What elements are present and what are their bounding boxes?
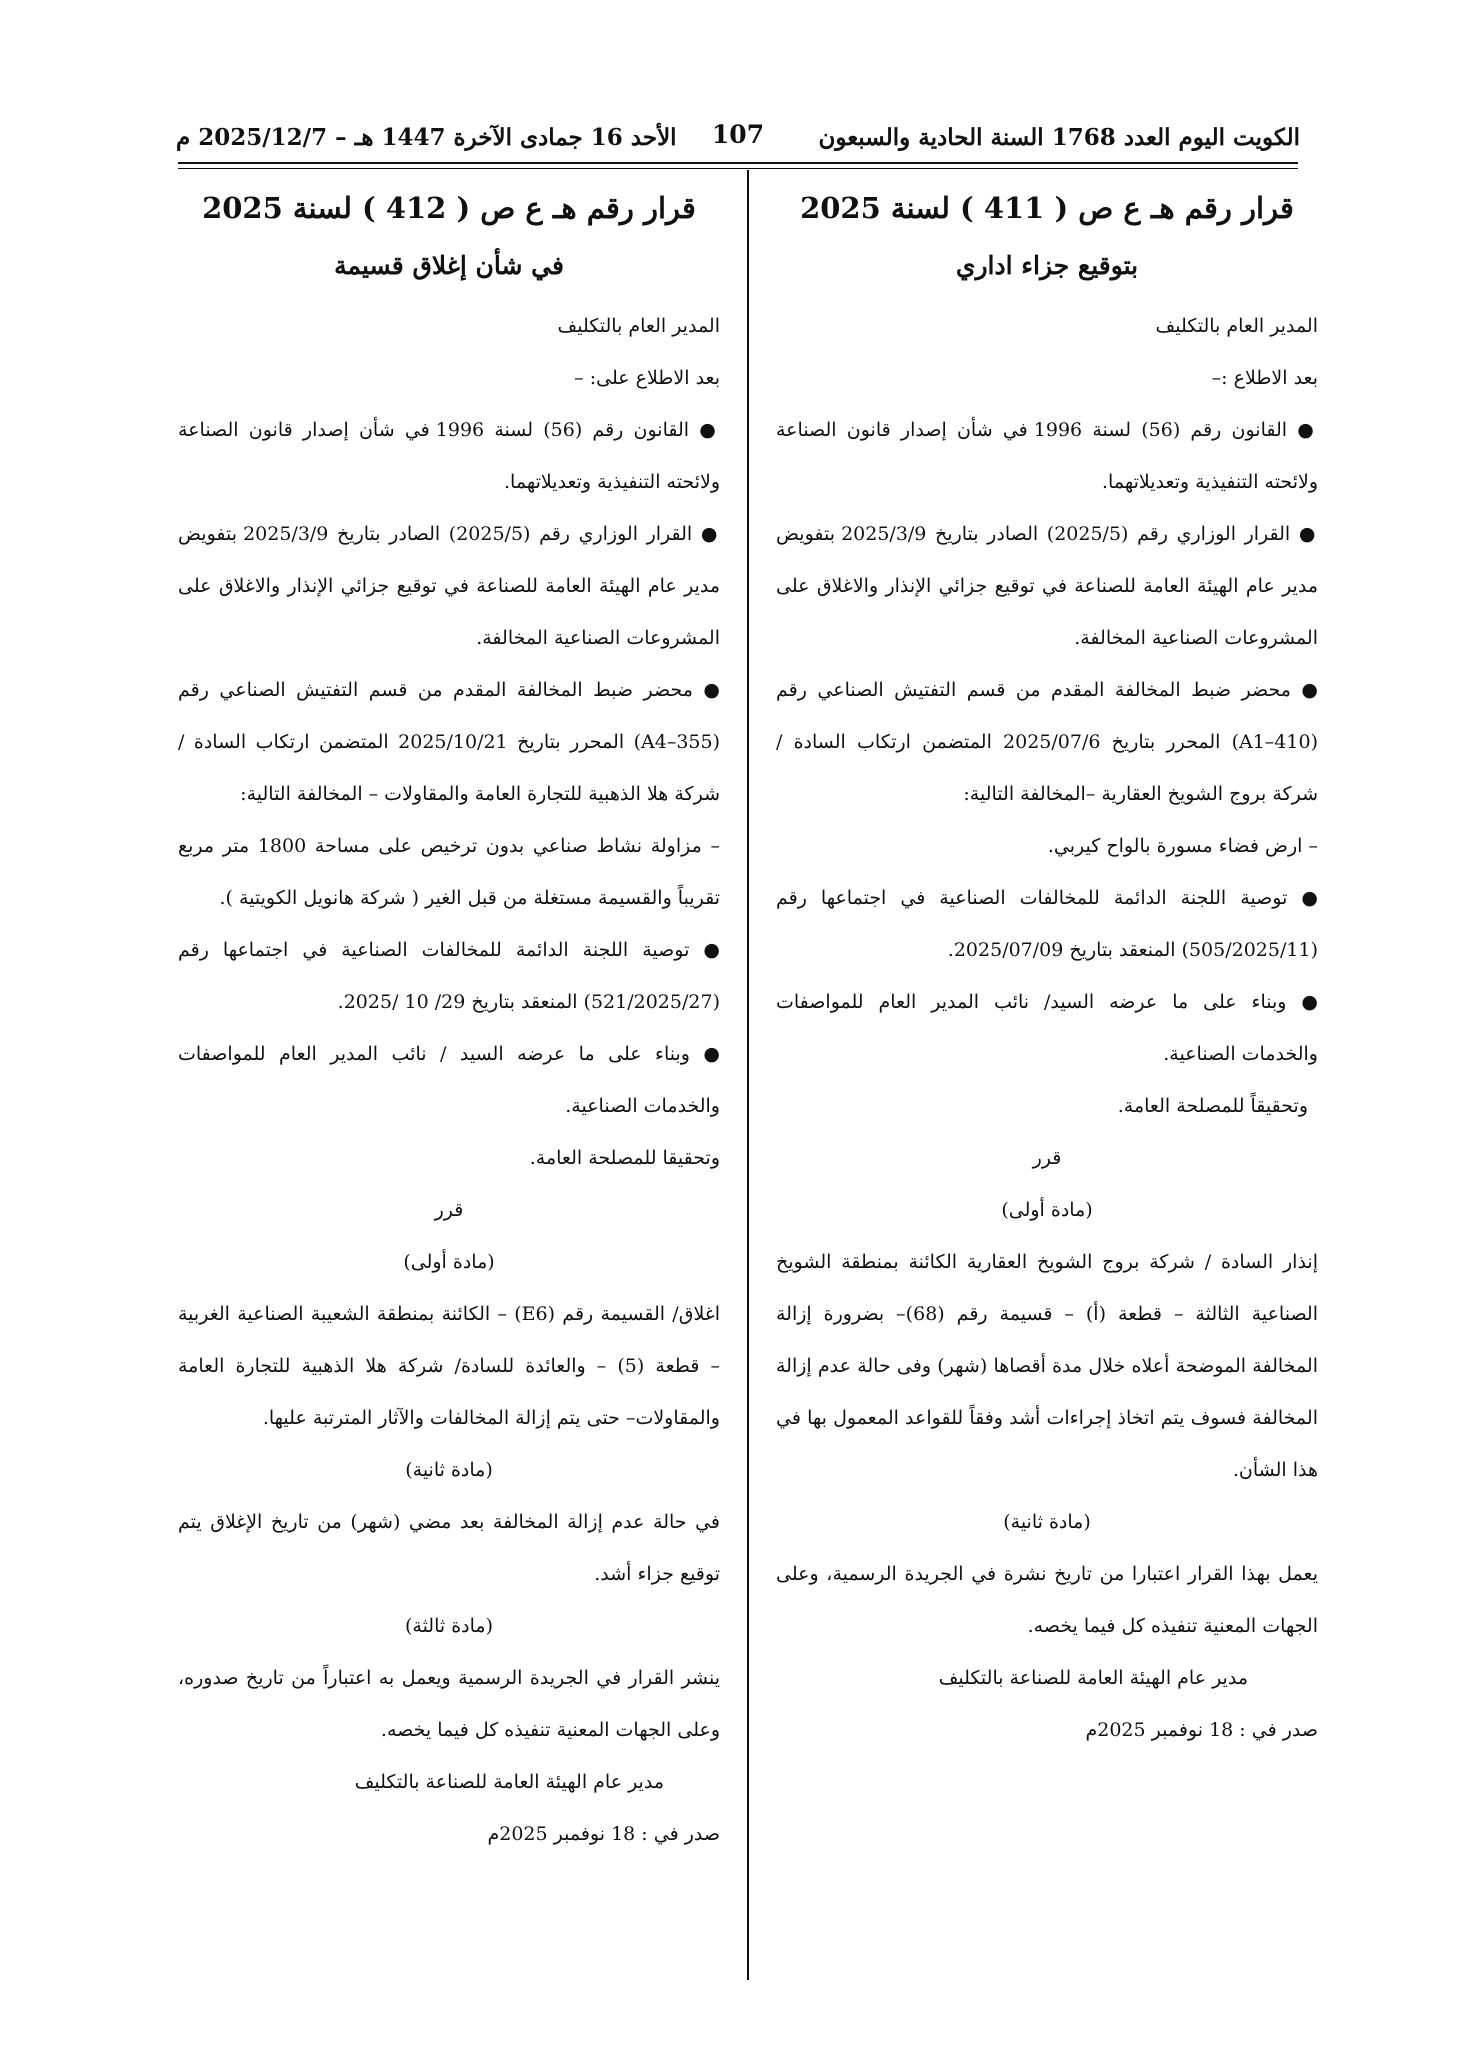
header-date: الأحد 16 جمادى الآخرة 1447 هـ – 2025/12/7 م <box>176 124 677 151</box>
signature: مدير عام الهيئة العامة للصناعة بالتكليف <box>938 1667 1248 1689</box>
public-interest: وتحقيقاً للمصلحة العامة. <box>1117 1095 1308 1117</box>
article-1-text: اغلاق/ القسيمة رقم (E6) – الكائنة بمنطقة الشعيبة الصناعية الغربية – قطعة (5) – والعائدة للسادة/ شركة هلا الذهبية للتجارة العامة والمقاولات– حتى يتم إزالة المخالفات والآثار المترتبة عليها. <box>178 1303 720 1429</box>
decision-411-column <box>776 178 1318 1756</box>
violation-description: – مزاولة نشاط صناعي بدون ترخيص على مساحة 1800 متر مربع تقريباً والقسيمة مستغلة من قبل الغير ( شركة هانويل الكويتية ). <box>178 835 720 909</box>
preamble: بعد الاطلاع :– <box>1211 367 1318 389</box>
article-2-text: يعمل بهذا القرار اعتبارا من تاريخ نشرة في الجريدة الرسمية، وعلى الجهات المعنية تنفيذه كل فيما يخصه. <box>776 1563 1318 1637</box>
issuer: المدير العام بالتكليف <box>1155 315 1318 337</box>
article-1-text: إنذار السادة / شركة بروج الشويخ العقارية الكائنة بمنطقة الشويخ الصناعية الثالثة – قطعة (أ) – قسيمة رقم (68)– بضرورة إزالة المخالفة الموضحة أعلاه خلال مدة أقصاها (شهر) وفى حالة عدم إزالة المخالفة فسوف يتم اتخاذ إجراءات أشد وفقاً للقواعد المعمول بها في هذا الشأن. <box>776 1251 1318 1481</box>
issue-date: صدر في : 18 نوفمبر 2025م <box>487 1823 720 1845</box>
decision-412-subtitle: في شأن إغلاق قسيمة <box>334 251 564 280</box>
committee-recommendation: ● توصية اللجنة الدائمة للمخالفات الصناعية في اجتماعها رقم (505/2025/11) المنعقد بتاريخ 2025/07/09. <box>776 887 1318 961</box>
article-2-title: (مادة ثانية) <box>405 1459 493 1481</box>
decision-411-subtitle: بتوقيع جزاء اداري <box>955 251 1139 280</box>
article-1-title: (مادة أولى) <box>1001 1199 1093 1221</box>
reference-ministerial-decision: ● القرار الوزاري رقم (2025/5) الصادر بتاريخ 2025/3/9 بتفويض مدير عام الهيئة العامة للصناعة في توقيع جزائي الإنذار والاغلاق على المشروعات الصناعية المخالفة. <box>178 523 720 649</box>
violation-description: – ارض فضاء مسورة بالواح كيربي. <box>1047 835 1318 857</box>
public-interest: وتحقيقا للمصلحة العامة. <box>529 1147 720 1169</box>
header-rule-bottom <box>178 168 1298 169</box>
reference-ministerial-decision: ● القرار الوزاري رقم (2025/5) الصادر بتاريخ 2025/3/9 بتفويض مدير عام الهيئة العامة للصناعة في توقيع جزائي الإنذار والاغلاق على المشروعات الصناعية المخالفة. <box>776 523 1318 649</box>
committee-recommendation: ● توصية اللجنة الدائمة للمخالفات الصناعية في اجتماعها رقم (521/2025/27) المنعقد بتاريخ 29/ 10 /2025. <box>178 939 720 1013</box>
article-1-title: (مادة أولى) <box>403 1251 495 1273</box>
column-divider <box>747 170 749 1980</box>
reference-law: ● القانون رقم (56) لسنة 1996 في شأن إصدار قانون الصناعة ولائحته التنفيذية وتعديلاتهما. <box>178 419 720 493</box>
page-header <box>176 118 1300 162</box>
page-number: 107 <box>711 120 765 149</box>
header-issue-info: الكويت اليوم العدد 1768 السنة الحادية والسبعون <box>818 124 1300 151</box>
deputy-proposal: ● وبناء على ما عرضه السيد/ نائب المدير العام للمواصفات والخدمات الصناعية. <box>776 991 1318 1065</box>
issuer: المدير العام بالتكليف <box>557 315 720 337</box>
decided-heading: قرر <box>434 1199 464 1221</box>
issue-date: صدر في : 18 نوفمبر 2025م <box>1085 1719 1318 1741</box>
reference-violation-report: ● محضر ضبط المخالفة المقدم من قسم التفتيش الصناعي رقم (A1–410) المحرر بتاريخ 2025/07/6 المتضمن ارتكاب السادة / شركة بروج الشويخ العقارية –المخالفة التالية: <box>776 679 1318 805</box>
decision-412-title: قرار رقم هـ ع ص ( 412 ) لسنة 2025 <box>202 191 696 225</box>
preamble: بعد الاطلاع على: – <box>574 367 720 389</box>
reference-violation-report: ● محضر ضبط المخالفة المقدم من قسم التفتيش الصناعي رقم (A4–355) المحرر بتاريخ 2025/10/21 المتضمن ارتكاب السادة / شركة هلا الذهبية للتجارة العامة والمقاولات – المخالفة التالية: <box>178 679 721 805</box>
decided-heading: قرر <box>1032 1147 1062 1169</box>
deputy-proposal: ● وبناء على ما عرضه السيد / نائب المدير العام للمواصفات والخدمات الصناعية. <box>178 1043 720 1117</box>
article-3-text: ينشر القرار في الجريدة الرسمية ويعمل به اعتباراً من تاريخ صدوره، وعلى الجهات المعنية تنفيذه كل فيما يخصه. <box>178 1667 720 1741</box>
decision-411-title: قرار رقم هـ ع ص ( 411 ) لسنة 2025 <box>800 191 1294 225</box>
reference-law: ● القانون رقم (56) لسنة 1996 في شأن إصدار قانون الصناعة ولائحته التنفيذية وتعديلاتهما. <box>776 419 1318 493</box>
signature: مدير عام الهيئة العامة للصناعة بالتكليف <box>354 1771 664 1793</box>
decision-412-column <box>178 178 720 1860</box>
article-3-title: (مادة ثالثة) <box>404 1615 494 1637</box>
article-2-text: في حالة عدم إزالة المخالفة بعد مضي (شهر) من تاريخ الإغلاق يتم توقيع جزاء أشد. <box>178 1511 720 1585</box>
article-2-title: (مادة ثانية) <box>1003 1511 1091 1533</box>
header-rule-top <box>178 162 1298 164</box>
